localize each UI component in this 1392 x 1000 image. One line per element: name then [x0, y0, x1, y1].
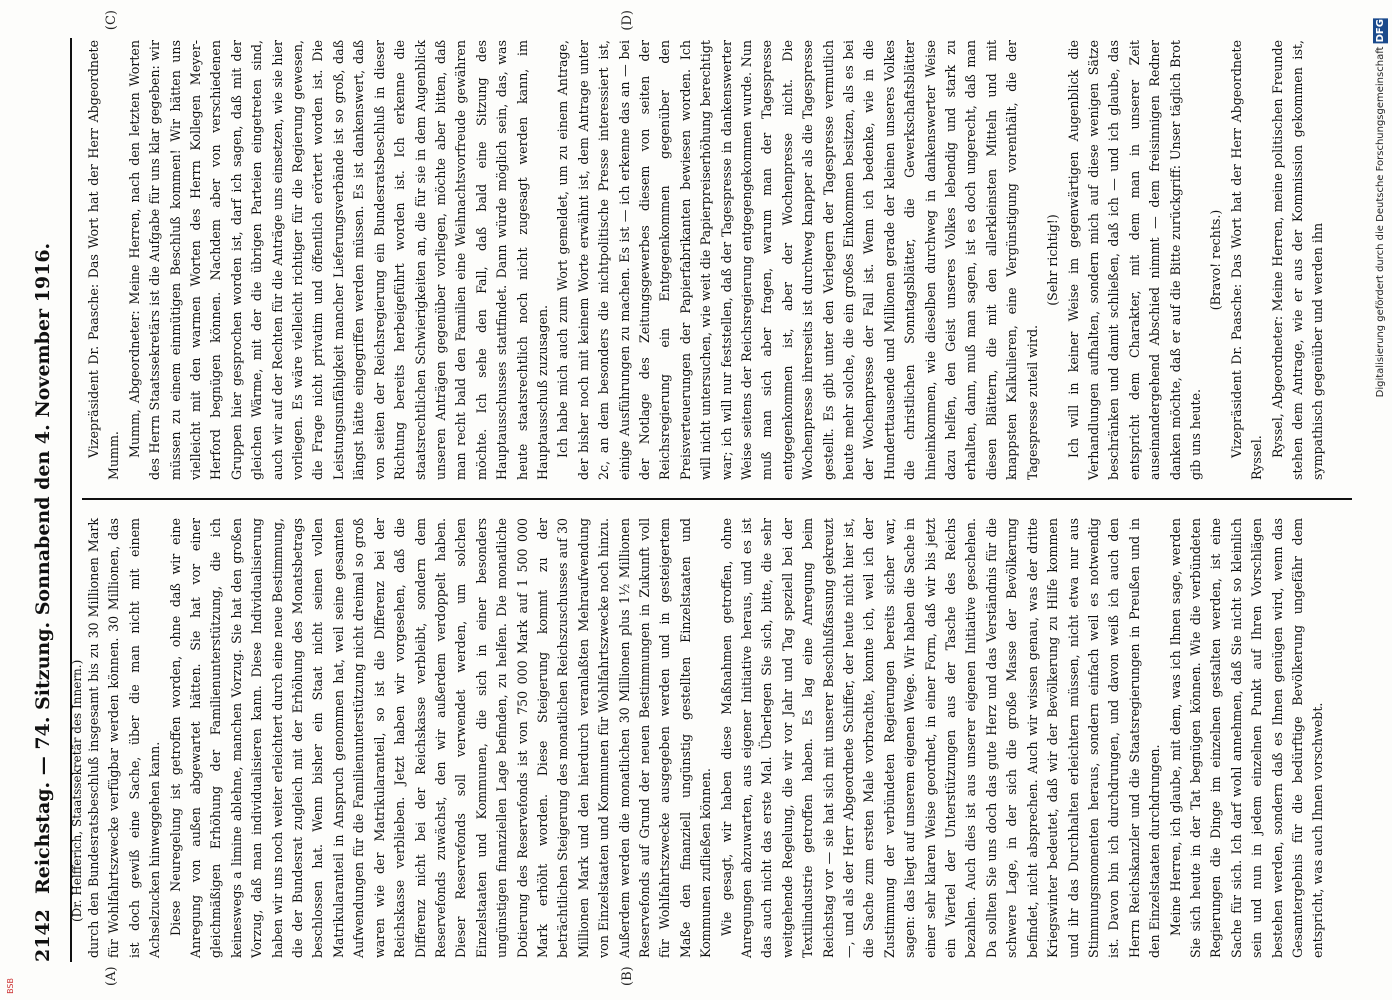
page-number: 2142	[32, 909, 54, 962]
interjection: (Bravo! rechts.)	[1208, 209, 1224, 311]
speaker-intro: Vizepräsident Dr. Paasche: Das Wort hat der Herr Abgeordnete Ryssel.	[1228, 40, 1265, 480]
margin-marker-d: (D)	[620, 10, 635, 31]
library-stamp: BSB	[6, 978, 15, 994]
digitization-credit	[1373, 18, 1388, 397]
paragraph: Ich habe mich auch zum Wort gemeldet, um zu einem Antrage, der bisher noch mit keinem Worte erwähnt ist, dem Antrage unter 2c, an dem besonders die nichtpolitische Presse interessiert ist, einige Ausführungen zu machen. Es ist — ich erkenne das an — bei der Notlage des Zeitungsgewerbes diesem von seiten der Reichsregierung ein Entgegenkommen gegenüber den Preisverteuerungen der Papierfabrikanten bewiesen worden. Ich will nicht untersuchen, wie weit die Papierpreiserhöhung berechtigt war; ich will nur feststellen, daß der Tagespresse in dankenswerter Weise seitens der Reichsregierung entgegengekommen wurde. Nun muß man sich aber fragen, warum man der Tagespresse entgegenkommen ist, aber der Wochenpresse nicht. Die Wochenpresse ihrerseits ist durchweg knapper als die Tagespresse gestellt. Es gibt unter den Verlegern der Tagespresse vermutlich heute mehr solche, die ein großes Einkommen besitzen, als es bei der Wochenpresse der Fall ist. Wenn ich bedenke, wie in die Hunderttausende und Millionen gerade der kleinen unseres Volkes die christlichen Sonntagsblätter, die Gewerkschaftsblätter hineinkommen, wie dieselben durchweg in dankenswerter Weise dazu helfen, den Geist unseres Volkes lebendig und stark zu erhalten, dann, muß man sagen, ist es doch ungerecht, daß man diesen Blättern, die mit den allerkleinsten Mitteln und mit knappsten Kalkulieren, eine Vergünstigung vorenthält, die der Tagespresse zuteil wird.	[555, 40, 1040, 480]
paragraph: Meine Herren, ich glaube, mit dem, was ich Ihnen sage, werden Sie sich heute in der Tat begnügen können. Wie die verbündeten Regierungen die Dinge im einzelnen gestalten werden, ist eine Sache für sich. Ich darf wohl annehmen, daß Sie nicht so kleinlich sein und nun in jedem einzelnen Punkt auf Ihren Vorschlägen bestehen werden, sondern daß es Ihnen genügen wird, wenn das Gesamtergebnis für die bedürftige Bevölkerung ungefähr dem entspricht, was auch Ihnen vorschwebt.	[1167, 518, 1326, 958]
right-column	[84, 40, 1329, 480]
dfg-logo: DFG	[1375, 19, 1386, 43]
page-header	[22, 38, 84, 962]
paragraph: durch den Bundesratsbeschluß insgesamt bis zu 30 Millionen Mark für Wohlfahrtszwecke verfügbar werden können. 30 Millionen, das ist doch gewiß eine Sache, über die man nicht mit einem Achselzucken hinweggehen kann.	[86, 518, 163, 958]
margin-marker-b: (B)	[620, 966, 635, 986]
interjection: (Sehr richtig!)	[1045, 214, 1061, 306]
paragraph: Wie gesagt, wir haben diese Maßnahmen getroffen, ohne Anregungen abzuwarten, aus eigener Initiative heraus, und es ist das auch nicht das erste Mal. Überlegen Sie sich, bitte, die sehr weitgehende Regelung, die wir vor Jahr und Tag speziell bei der Textilindustrie getroffen haben. Es lag eine Anregung beim Reichstag vor — sie hat sich mit unserer Beschlußfassung gekreuzt —, und als der Herr Abgeordnete Schiffer, der heute nicht hier ist, die Sache zum ersten Male vorbrachte, konnte ich, weil ich der Zustimmung der verbündeten Regierungen bereits sicher war, sagen: das liegt auf unserem eigenen Wege. Wir haben die Sache in einer sehr klaren Weise geordnet, in einer Form, daß wir bis jetzt ein Viertel der Unterstützungen aus der Tasche des Reichs bezahlen. Auch dies ist aus unserer eigenen Initiative geschehen. Da sollten Sie uns doch das gute Herz und das Verständnis für die schwere Lage, in der sich die große Masse der Bevölkerung befindet, nicht absprechen. Auch wir wissen genau, was der dritte Kriegswinter bedeutet, daß wir der Bevölkerung zu Hilfe kommen und ihr das Durchhalten erleichtern müssen, nicht etwa nur aus Stimmungsmomenten heraus, sondern einfach weil es notwendig ist. Davon bin ich durchdrungen, und davon weiß ich auch den Herrn Reichskanzler und die Staatsregierungen in Preußen und in den Einzelstaaten durchdrungen.	[718, 518, 1163, 958]
credit-text: Digitalisierung gefördert durch die Deutsche Forschungsgemeinschaft	[1375, 46, 1386, 398]
margin-marker-c: (C)	[104, 10, 119, 31]
paragraph: Diese Neuregelung ist getroffen worden, ohne daß wir eine Anregung von außen abgewartet hätten. Sie hat vor einer gleichmäßigen Erhöhung der Familienunterstützung, die ich keineswegs a limine ablehne, manchen Vorzug. Sie hat den großen Vorzug, daß man individualisieren kann. Diese Individualisierung haben wir uns noch weiter erleichtert durch eine neue Bestimmung, die der Bundesrat zugleich mit der Erhöhung des Monatsbetrags beschlossen hat. Wenn bisher ein Staat nicht seinen vollen Matrikularanteil in Anspruch genommen hat, weil seine gesamten Aufwendungen für die Familienunterstützung nicht dreimal so groß waren wie der Matrikularanteil, so ist die Differenz bei der Reichskasse verblieben. Jetzt haben wir vorgesehen, daß die Differenz nicht bei der Reichskasse verbleibt, sondern dem Reservefonds zuwächst, den wir außerdem verdoppelt haben. Dieser Reservefonds soll verwendet werden, um solchen Einzelstaaten und Kommunen, die sich in einer besonders ungünstigen finanziellen Lage befinden, zu helfen. Die monatliche Dotierung des Reservefonds ist von 750 000 Mark auf 1 500 000 Mark erhöht worden. Diese Steigerung kommt zu der beträchtlichen Steigerung des monatlichen Reichszuschusses auf 30 Millionen Mark und den hierdurch veranlaßten Mehraufwendung von Einzelstaaten und Kommunen für Wohlfahrtszwecke noch hinzu. Außerdem werden die monatlichen 30 Millionen plus 1½ Millionen Reservefonds auf Grund der neuen Bestimmungen in Zukunft voll für Wohlfahrtszwecke ausgegeben werden und in gesteigertem Maße den finanziell ungünstig gestellten Einzelstaaten und Kommunen zufließen können.	[167, 518, 714, 958]
speaker-intro: Vizepräsident Dr. Paasche: Das Wort hat der Herr Abgeordnete Mumm.	[86, 40, 122, 480]
left-column	[84, 518, 1329, 958]
paragraph: Mumm, Abgeordneter: Meine Herren, nach den letzten Worten des Herrn Staatssekretärs ist die Aufgabe für uns klar gegeben: wir müssen zu einem einmütigen Beschluß kommen! Wir hätten uns vielleicht mit den warmen Worten des Herrn Kollegen Meyer-Herford begnügen können. Nachdem aber von verschiedenen Gruppen hier gesprochen worden ist, darf ich sagen, daß mit der gleichen Wärme, mit der die übrigen Parteien eingetreten sind, auch wir auf der Rechten für die Anträge uns einsetzen, wie sie hier vorliegen. Es wäre vielleicht richtiger für die Regierung gewesen, die Frage nicht privatim und öffentlich erörtert worden ist. Die Leistungsunfähigkeit mancher Lieferungsverbände ist so groß, daß längst hätte eingegriffen werden müssen. Es ist dankenswert, daß von seiten der Reichsregierung ein Bundesratsbeschluß in dieser Richtung bereits herbeigeführt worden ist. Ich erkenne die staatsrechtlichen Schwierigkeiten an, die für sie in dem Augenblick unseren Anträgen gegenüber vorliegen, möchte aber bitten, daß man recht bald den Familien eine Weihnachtsvorfreude gewähren möchte. Ich sehe den Fall, daß bald eine Sitzung des Hauptausschusses stattfindet. Dann würde möglich sein, das, was heute staatsrechtlich noch nicht zugesagt werden kann, im Hauptausschuß zuzusagen.	[126, 40, 550, 480]
margin-marker-a: (A)	[104, 966, 119, 986]
running-title: Reichstag. — 74. Sitzung. Sonnabend den 4. November 1916.	[32, 242, 54, 894]
paragraph: Ryssel, Abgeordneter: Meine Herren, meine politischen Freunde stehen dem Antrage, wie er aus der Kommission gekommen ist, sympathisch gegenüber und werden ihn	[1269, 40, 1326, 480]
speaker-continuation: (Dr. Helfferich, Staatssekretär des Innern.)	[70, 659, 84, 922]
paragraph: Ich will in keiner Weise im gegenwärtigen Augenblick die Verhandlungen aufhalten, sondern mich auf diese wenigen Sätze beschränken und damit schließen, daß ich — und ich glaube, das entspricht dem Charakter, mit dem man in unserer Zeit auseinandergehend Abschied nimmt — dem freisinnigen Redner danken möchte, daß er auf die Bitte zurückgriff: Unser täglich Brot gib uns heute.	[1065, 40, 1203, 480]
column-divider	[82, 498, 1352, 500]
